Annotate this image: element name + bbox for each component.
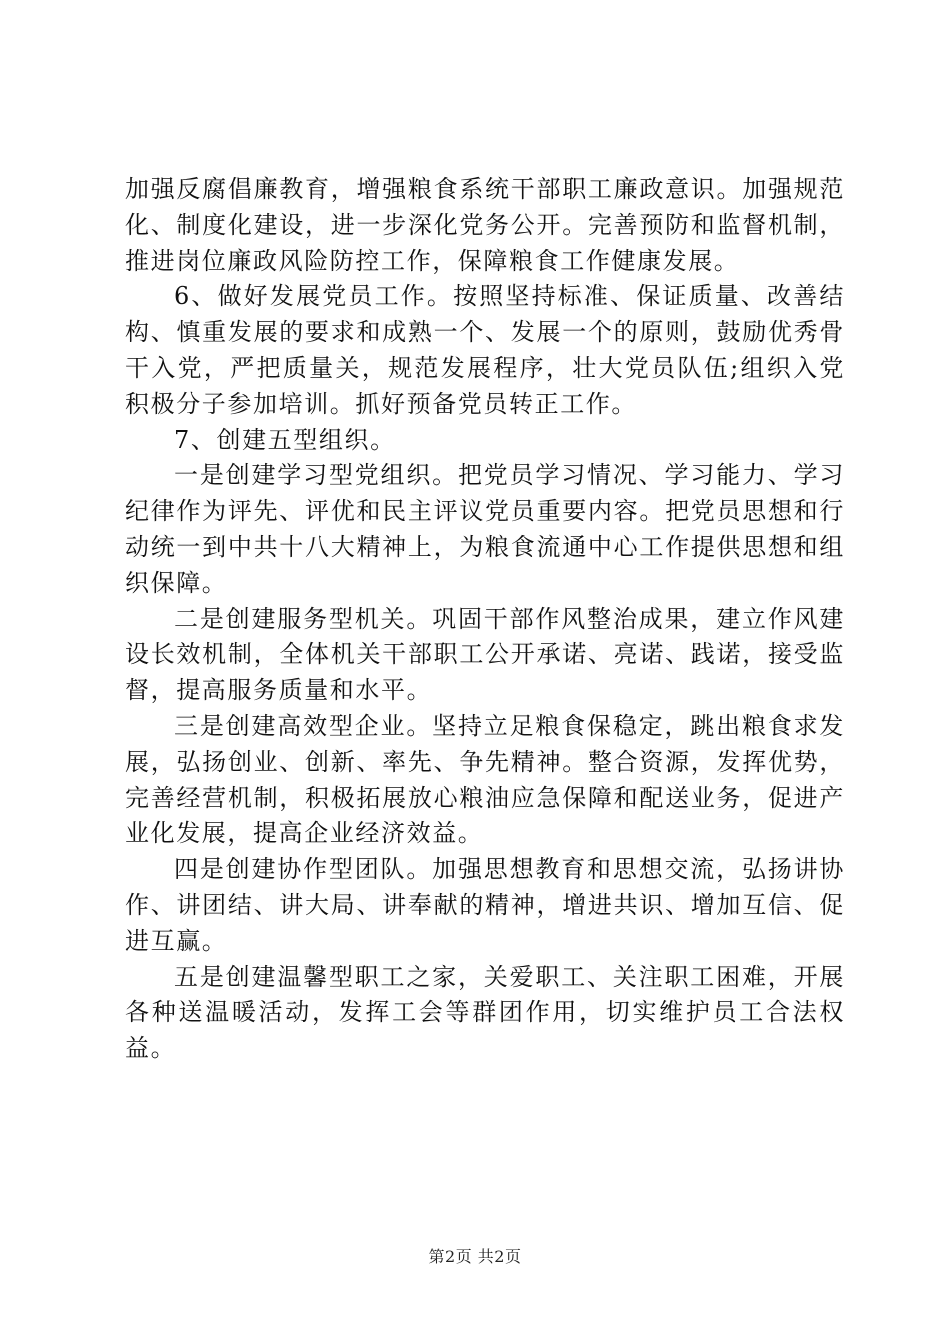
paragraph-efficient-enterprise: 三是创建高效型企业。坚持立足粮食保稳定，跳出粮食求发展，弘扬创业、创新、率先、争先精神。整合资源，发挥优势，完善经营机制，积极拓展放心粮油应急保障和配送业务，促进产业化发展，提高企业经济效益。 [125, 711, 845, 848]
paragraph-learning-party-organization: 一是创建学习型党组织。把党员学习情况、学习能力、学习纪律作为评先、评优和民主评议党员重要内容。把党员思想和行动统一到中共十八大精神上，为粮食流通中心工作提供思想和组织保障。 [125, 461, 845, 597]
paragraph-party-member-development: 6、做好发展党员工作。按照坚持标准、保证质量、改善结构、慎重发展的要求和成熟一个、发展一个的原则，鼓励优秀骨干入党，严把质量关，规范发展程序，壮大党员队伍;组织入党积极分子参加培训。抓好预备党员转正工作。 [125, 282, 845, 418]
page-footer: 第2页 共2页 [428, 1247, 522, 1266]
paragraph-anti-corruption: 加强反腐倡廉教育，增强粮食系统干部职工廉政意识。加强规范化、制度化建设，进一步深化党务公开。完善预防和监督机制，推进岗位廉政风险防控工作，保障粮食工作健康发展。 [125, 175, 845, 275]
paragraph-cooperative-team: 四是创建协作型团队。加强思想教育和思想交流，弘扬讲协作、讲团结、讲大局、讲奉献的精神，增进共识、增加互信、促进互赢。 [125, 855, 845, 955]
document-body [125, 172, 845, 1067]
paragraph-service-organ: 二是创建服务型机关。巩固干部作风整治成果，建立作风建设长效机制，全体机关干部职工公开承诺、亮诺、践诺，接受监督，提高服务质量和水平。 [125, 604, 845, 705]
paragraph-five-type-organizations-heading: 7、创建五型组织。 [174, 425, 396, 454]
paragraph-warm-staff-home: 五是创建温馨型职工之家，关爱职工、关注职工困难，开展各种送温暖活动，发挥工会等群团作用，切实维护员工合法权益。 [125, 962, 845, 1063]
